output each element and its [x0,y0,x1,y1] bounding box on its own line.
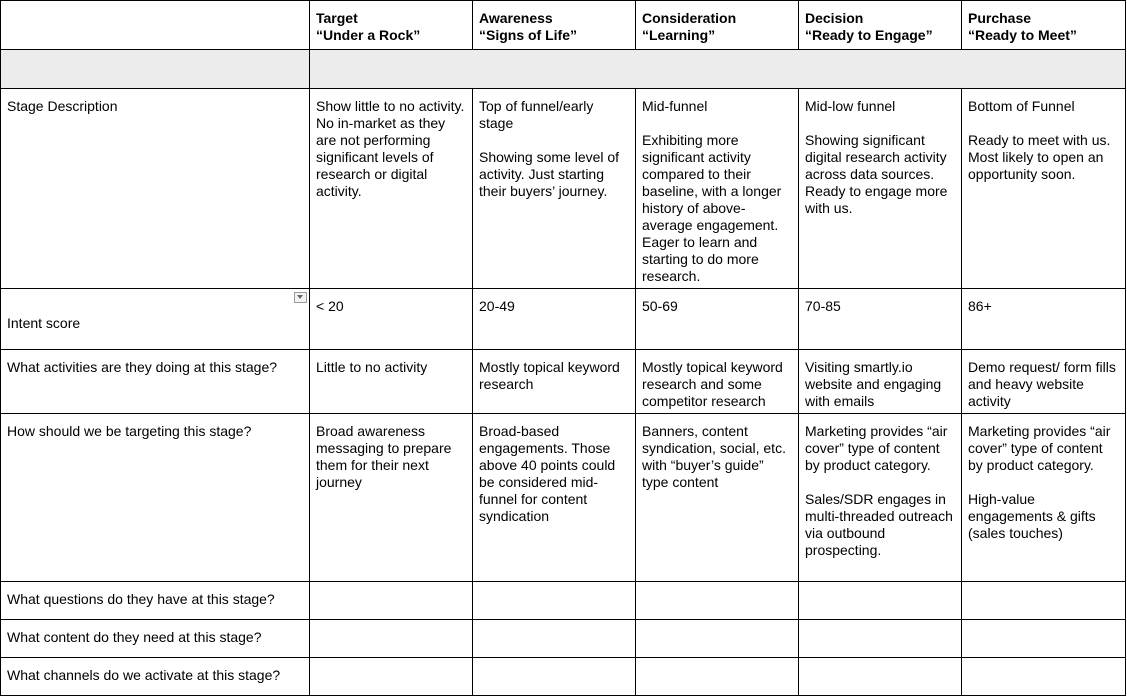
row-label-activities[interactable]: What activities are they doing at this stage? [1,350,310,414]
table-row [1,289,1126,350]
table-cell[interactable] [636,582,799,620]
header-stage-target[interactable]: Target “Under a Rock” [310,1,473,50]
table-cell[interactable]: Top of funnel/early stage Showing some level of activity. Just starting their buyers’ journey. [473,89,636,289]
table-row [1,658,1126,696]
header-stage-purchase[interactable]: Purchase “Ready to Meet” [962,1,1126,50]
table-cell[interactable] [799,582,962,620]
table-cell[interactable] [310,658,473,696]
table-cell[interactable] [799,658,962,696]
header-stage-awareness[interactable]: Awareness “Signs of Life” [473,1,636,50]
shaded-band-row [1,50,1126,89]
band-cell-left[interactable] [1,50,310,89]
table-cell[interactable] [310,620,473,658]
table-row [1,582,1126,620]
header-stage-decision[interactable]: Decision “Ready to Engage” [799,1,962,50]
header-corner-cell[interactable] [1,1,310,50]
band-cell-right[interactable] [310,50,1126,89]
table-cell[interactable]: Demo request/ form fills and heavy website activity [962,350,1126,414]
row-label-intent-score-cell[interactable] [1,289,310,350]
table-row [1,414,1126,582]
table-cell[interactable]: Broad-based engagements. Those above 40 points could be considered mid-funnel for content syndication [473,414,636,582]
table-cell[interactable]: 20-49 [473,289,636,350]
table-row [1,89,1126,289]
row-label-channels[interactable]: What channels do we activate at this stage? [1,658,310,696]
table-cell[interactable] [962,582,1126,620]
table-cell[interactable]: 70-85 [799,289,962,350]
table-cell[interactable]: Mostly topical keyword research and some competitor research [636,350,799,414]
table-cell[interactable]: Broad awareness messaging to prepare them for their next journey [310,414,473,582]
table-cell[interactable] [962,658,1126,696]
row-label-intent-score: Intent score [7,315,81,331]
table-cell[interactable] [473,582,636,620]
table-cell[interactable]: Marketing provides “air cover” type of content by product category. High-value engagements & gifts (sales touches) [962,414,1126,582]
table-cell[interactable] [636,658,799,696]
row-label-stage-description[interactable]: Stage Description [1,89,310,289]
table-cell[interactable]: 50-69 [636,289,799,350]
table-cell[interactable] [310,582,473,620]
table-cell[interactable] [473,658,636,696]
table-cell[interactable]: Marketing provides “air cover” type of content by product category. Sales/SDR engages in multi-threaded outreach via outbound prospecting. [799,414,962,582]
table-cell[interactable]: Banners, content syndication, social, etc. with “buyer’s guide” type content [636,414,799,582]
table-row [1,620,1126,658]
header-stage-consideration[interactable]: Consideration “Learning” [636,1,799,50]
table-cell[interactable] [799,620,962,658]
table-cell[interactable]: Mostly topical keyword research [473,350,636,414]
table-cell[interactable]: Mid-funnel Exhibiting more significant activity compared to their baseline, with a longer history of above-average engagement. Eager to learn and starting to do more research. [636,89,799,289]
filter-dropdown-icon[interactable] [294,292,307,303]
row-label-questions[interactable]: What questions do they have at this stage? [1,582,310,620]
header-row [1,1,1126,50]
table-cell[interactable]: Show little to no activity. No in-market as they are not performing significant levels of research or digital activity. [310,89,473,289]
table-row [1,350,1126,414]
table-cell[interactable]: 86+ [962,289,1126,350]
table-cell[interactable]: < 20 [310,289,473,350]
table-cell[interactable]: Little to no activity [310,350,473,414]
table-cell[interactable] [962,620,1126,658]
table-cell[interactable] [473,620,636,658]
table-cell[interactable]: Visiting smartly.io website and engaging with emails [799,350,962,414]
table-cell[interactable]: Bottom of Funnel Ready to meet with us. Most likely to open an opportunity soon. [962,89,1126,289]
table-cell[interactable]: Mid-low funnel Showing significant digital research activity across data sources. Ready to engage more with us. [799,89,962,289]
row-label-targeting[interactable]: How should we be targeting this stage? [1,414,310,582]
row-label-content[interactable]: What content do they need at this stage? [1,620,310,658]
table-cell[interactable] [636,620,799,658]
